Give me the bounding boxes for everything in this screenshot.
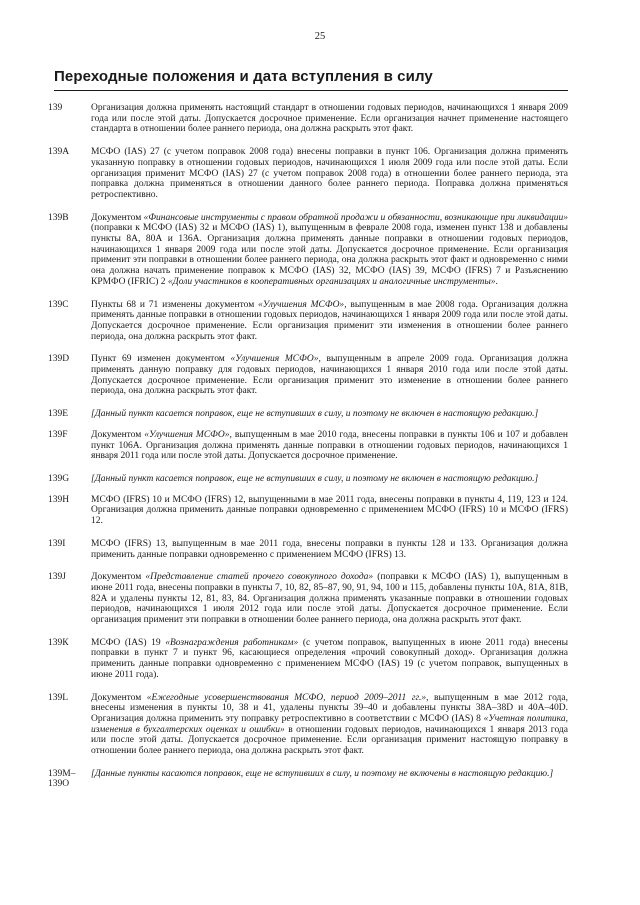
text-run: в отношении годовых периодов, начинающихся 1 января 2013 года или после этой даты. Допускается досрочное применение. Если организация применит настоящую поправку в отношении более раннего периода, она должна раскрыть этот факт. bbox=[91, 724, 568, 757]
text-run: , выпущенным в мае 2010 года, внесены поправки в пункты 106 и 107 и добавлен пункт 106А. Организация должна применять данные поправки в отношении годовых периодов, начинающихся 1 января 2011 года или после этой даты. Допускается досрочное применение. bbox=[91, 429, 568, 462]
document-title: «Вознаграждения работникам» bbox=[165, 637, 299, 648]
paragraph bbox=[48, 213, 568, 288]
paragraph bbox=[48, 103, 568, 135]
paragraph bbox=[48, 769, 568, 790]
text-run: , выпущенным в мае 2012 года, внесены изменения в пункты 10, 38 и 41, удалены пункты 39–40 и добавлены пункты 38А–38D и 40А–40D. Организация должна применить эту поправку ретроспективно в соответствии с МСФО (IAS) 8 bbox=[91, 692, 568, 724]
text-run: (поправки к МСФО (IAS) 32 и МСФО (IAS) 1), выпущенным в феврале 2008 года, изменен пункт 138 и добавлены пункты 8А, 80А и 136А. Организация должна применять данные поправки в отношении годовых периодов, начинающихся 1 января 2009 года или после этой даты. Допускается досрочное применение. Если организация применит эти поправки в отношении более раннего периода, она должна раскрыть этот факт и одновременно с ними она должна начать применение поправок к МСФО (IAS) 32, МСФО (IAS) 39, МСФО (IFRS) 7 и Разъяснению КРМФО (IFRIC) 2 bbox=[91, 223, 568, 287]
editorial-note: [Данные пункты касаются поправок, еще не вступивших в силу, и поэтому не включены в настоящую редакцию.] bbox=[91, 768, 554, 779]
paragraph-number: 139I bbox=[48, 538, 66, 549]
editorial-note: [Данный пункт касается поправок, еще не вступивших в силу, и поэтому не включен в настоящую редакцию.] bbox=[91, 409, 539, 420]
document-title: «Доли участников в кооперативных организациях и аналогичные инструменты» bbox=[167, 276, 496, 287]
paragraph-number: 139G bbox=[48, 473, 70, 484]
paragraph bbox=[48, 409, 568, 420]
paragraph bbox=[48, 693, 568, 757]
paragraph bbox=[48, 495, 568, 527]
section-title: Переходные положения и дата вступления в силу bbox=[54, 68, 568, 91]
paragraph-text bbox=[91, 354, 568, 397]
paragraph-text bbox=[91, 572, 568, 626]
text-run: Документом bbox=[91, 572, 146, 583]
document-title: «Учетная политика, изменения в бухгалтерских оценках и ошибки» bbox=[91, 713, 569, 735]
text-run: МСФО (IAS) 19 bbox=[91, 637, 166, 648]
document-title: «Улучшения МСФО» bbox=[144, 429, 230, 440]
document-title: «Ежегодные усовершенствования МСФО, период 2009–2011 гг.» bbox=[146, 692, 427, 703]
paragraph-text: МСФО (IAS) 27 (с учетом поправок 2008 года) внесены поправки в пункт 106. Организация должна применять указанную поправку в отношении годовых периодов, начинающихся 1 июля 2009 года или после этой даты. Если организация применит МСФО (IAS) 27 (с учетом поправок 2008 года) в отношении более раннего периода, эта поправка должна применяться в отношении данного более раннего периода. Поправка должна применяться ретроспективно. bbox=[91, 147, 568, 200]
paragraph bbox=[48, 572, 568, 626]
paragraph-text bbox=[91, 638, 568, 681]
text-run: Пункт 69 изменен документом bbox=[91, 354, 231, 365]
editorial-note: [Данный пункт касается поправок, еще не вступивших в силу, и поэтому не включен в настоящую редакцию.] bbox=[91, 473, 539, 484]
text-run: . bbox=[495, 276, 498, 287]
text-run: , выпущенным в мае 2008 года. Организация должна применять данные поправки в отношении годовых периодов, начинающихся 1 января 2009 года или после этой даты. Допускается досрочное применение. Если организация применит эти изменения в отношении более раннего периода, она должна раскрыть этот факт. bbox=[91, 299, 568, 342]
paragraph-number: 139Е bbox=[48, 409, 69, 420]
paragraph-text bbox=[91, 693, 568, 757]
text-run: (с учетом поправок, выпущенных в июне 2011 года) внесены поправки в пункт 7 и пункт 96, касающиеся определения «прочий совокупный доход». Организация должна применить данные поправки одновременно с применением МСФО (IAS) 19 (с учетом поправок, выпущенных в июне 2011 года). bbox=[91, 637, 568, 680]
paragraph-number: 139F bbox=[48, 429, 68, 440]
paragraph-text: Организация должна применять настоящий стандарт в отношении годовых периодов, начинающихся 1 января 2009 года или после этой даты. Допускается досрочное применение. Если организация начнет применение настоящего стандарта в отношении более раннего периода, она должна раскрыть этот факт. bbox=[91, 103, 568, 135]
text-run: , выпущенным в апреле 2009 года. Организация должна применять данную поправку для годовых периодов, начинающихся 1 января 2010 года или после этой даты. Допускается досрочное применение. Если организация применит это изменение в отношении более раннего периода, она должна раскрыть этот факт. bbox=[91, 354, 568, 397]
page-number: 25 bbox=[314, 31, 326, 42]
text-run: Документом bbox=[91, 429, 145, 440]
paragraph-number: 139 bbox=[48, 103, 63, 113]
paragraph bbox=[48, 354, 568, 397]
paragraph-number: 139J bbox=[48, 572, 66, 583]
paragraph bbox=[48, 539, 568, 560]
paragraph-text bbox=[91, 409, 568, 420]
document-title: «Финансовые инструменты с правом обратной продажи и обязанности, возникающие при ликвидации» bbox=[143, 212, 568, 223]
paragraph bbox=[48, 638, 568, 681]
text-run: Документом bbox=[91, 212, 144, 223]
paragraph-text bbox=[91, 769, 568, 780]
paragraph-text bbox=[91, 300, 568, 343]
paragraph-number: 139С bbox=[48, 299, 69, 310]
paragraph-text: МСФО (IFRS) 10 и МСФО (IFRS) 12, выпущенными в мае 2011 года, внесены поправки в пункты 4, 119, 123 и 124. Организация должна применить данные поправки одновременно с применением МСФО (IFRS) 10 и МСФО (IFRS) 12. bbox=[91, 494, 568, 527]
paragraph-number: 139D bbox=[48, 354, 70, 365]
document-title: «Представление статей прочего совокупного дохода» bbox=[145, 572, 374, 583]
paragraph-number: 139М–139О bbox=[48, 768, 76, 790]
paragraph-text bbox=[91, 430, 568, 462]
paragraph-text: МСФО (IFRS) 13, выпущенным в мае 2011 года, внесены поправки в пункты 128 и 133. Организация должна применить данные поправки одновременно с применением МСФО (IFRS) 13. bbox=[91, 538, 568, 560]
paragraph-text bbox=[91, 474, 568, 485]
paragraph-text bbox=[91, 213, 568, 288]
text-run: (поправки к МСФО (IAS) 1), выпущенным в июне 2011 года, внесены поправки в пункты 7, 10, 82, 85–87, 90, 91, 94, 100 и 115, добавлены пункты 10А, 81А, 81В, 82А и удалены пункты 12, 81, 83, 84. Организация должна применять указанные поправки в отношении годовых периодов, начинающихся 1 июля 2012 года или после этой даты. Допускается досрочное применение. Если организация применит эти поправки в отношении более раннего периода, она должна раскрыть этот факт. bbox=[91, 572, 568, 626]
paragraph-number: 139А bbox=[48, 147, 70, 158]
paragraph bbox=[48, 300, 568, 343]
paragraph-list bbox=[48, 103, 568, 800]
text-run: Документом bbox=[91, 692, 147, 703]
paragraph bbox=[48, 474, 568, 485]
text-run: Пункты 68 и 71 изменены документом bbox=[91, 299, 259, 310]
paragraph bbox=[48, 147, 568, 201]
paragraph-number: 139L bbox=[48, 692, 69, 703]
paragraph-number: 139В bbox=[48, 212, 69, 223]
paragraph bbox=[48, 430, 568, 462]
paragraph-number: 139Н bbox=[48, 494, 70, 505]
paragraph-number: 139К bbox=[48, 637, 69, 648]
document-title: «Улучшения МСФО» bbox=[230, 354, 319, 365]
document-title: «Улучшения МСФО» bbox=[258, 299, 345, 310]
